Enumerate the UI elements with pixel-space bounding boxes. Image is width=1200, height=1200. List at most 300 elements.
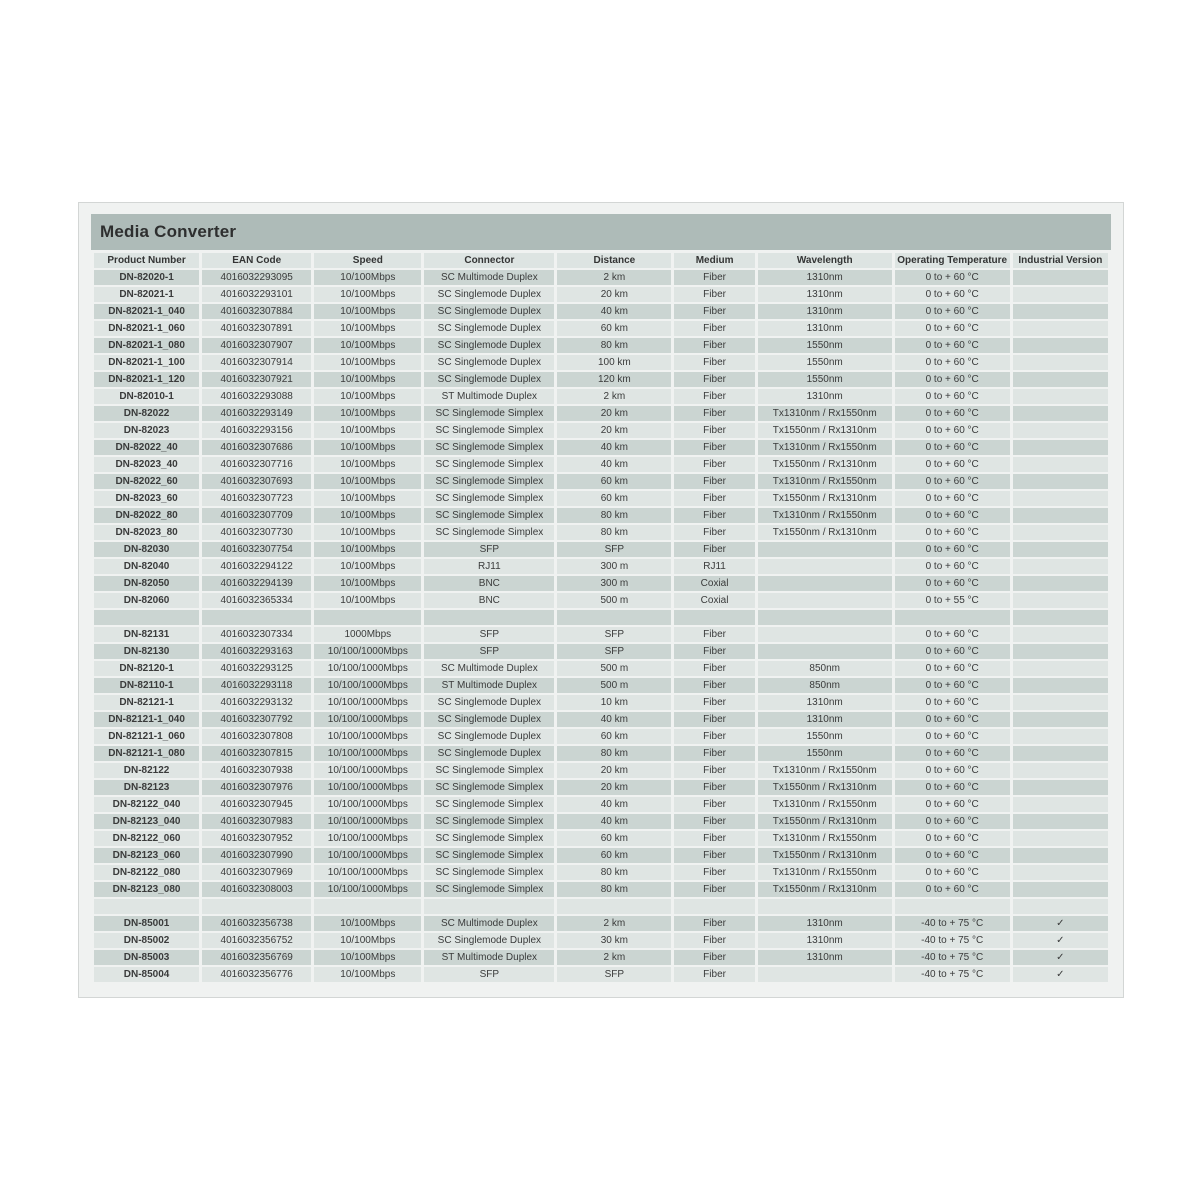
cell-speed: 10/100/1000Mbps (314, 695, 421, 710)
cell-ean-code: 4016032307990 (202, 848, 311, 863)
table-row (94, 440, 1108, 455)
media-converter-card (78, 202, 1124, 998)
cell-connector: SC Multimode Duplex (424, 661, 554, 676)
cell-connector: SC Singlemode Simplex (424, 440, 554, 455)
cell-distance: 20 km (557, 423, 671, 438)
cell-medium: Fiber (674, 695, 754, 710)
cell-medium: Fiber (674, 678, 754, 693)
cell-wavelength: Tx1310nm / Rx1550nm (758, 474, 892, 489)
cell-speed: 10/100Mbps (314, 950, 421, 965)
cell-ean-code: 4016032293125 (202, 661, 311, 676)
table-row (94, 457, 1108, 472)
cell-industrial-version: ✓ (1013, 916, 1108, 931)
cell-connector: SC Singlemode Duplex (424, 695, 554, 710)
cell-ean-code: 4016032307693 (202, 474, 311, 489)
cell-product-number: DN-82123_080 (94, 882, 199, 897)
cell-speed: 10/100/1000Mbps (314, 797, 421, 812)
cell-speed: 10/100Mbps (314, 406, 421, 421)
cell-distance: SFP (557, 967, 671, 982)
cell-wavelength: 1550nm (758, 729, 892, 744)
table-row (94, 389, 1108, 404)
cell-medium: Fiber (674, 457, 754, 472)
cell-wavelength: 1310nm (758, 695, 892, 710)
cell-ean-code: 4016032307709 (202, 508, 311, 523)
table-row (94, 508, 1108, 523)
cell-industrial-version (1013, 389, 1108, 404)
cell-operating-temperature: 0 to + 60 °C (895, 542, 1010, 557)
cell-wavelength: Tx1550nm / Rx1310nm (758, 814, 892, 829)
table-row (94, 474, 1108, 489)
cell-product-number: DN-82123_060 (94, 848, 199, 863)
cell-speed: 10/100Mbps (314, 389, 421, 404)
cell-speed: 10/100/1000Mbps (314, 644, 421, 659)
cell-connector: SC Singlemode Duplex (424, 712, 554, 727)
cell-medium: Fiber (674, 712, 754, 727)
cell-product-number: DN-82022_80 (94, 508, 199, 523)
cell-speed: 10/100Mbps (314, 304, 421, 319)
cell-speed: 10/100Mbps (314, 270, 421, 285)
cell-wavelength: Tx1550nm / Rx1310nm (758, 525, 892, 540)
cell-connector: SC Singlemode Simplex (424, 780, 554, 795)
cell-operating-temperature: 0 to + 60 °C (895, 270, 1010, 285)
table-row (94, 304, 1108, 319)
cell-industrial-version: ✓ (1013, 967, 1108, 982)
spacer-cell (674, 899, 754, 914)
cell-medium: Fiber (674, 355, 754, 370)
cell-medium: Fiber (674, 338, 754, 353)
cell-wavelength: 1550nm (758, 355, 892, 370)
cell-medium: Fiber (674, 797, 754, 812)
cell-connector: SC Singlemode Duplex (424, 933, 554, 948)
cell-ean-code: 4016032308003 (202, 882, 311, 897)
cell-wavelength: 1310nm (758, 389, 892, 404)
cell-product-number: DN-82123_040 (94, 814, 199, 829)
cell-industrial-version (1013, 865, 1108, 880)
cell-connector: SC Singlemode Duplex (424, 729, 554, 744)
cell-distance: 500 m (557, 661, 671, 676)
cell-distance: 100 km (557, 355, 671, 370)
cell-operating-temperature: 0 to + 60 °C (895, 355, 1010, 370)
cell-ean-code: 4016032356738 (202, 916, 311, 931)
cell-product-number: DN-82021-1_100 (94, 355, 199, 370)
cell-industrial-version (1013, 746, 1108, 761)
table-row (94, 338, 1108, 353)
table-row (94, 270, 1108, 285)
cell-medium: Fiber (674, 763, 754, 778)
table-row (94, 321, 1108, 336)
cell-distance: 80 km (557, 338, 671, 353)
cell-speed: 10/100Mbps (314, 372, 421, 387)
cell-wavelength (758, 967, 892, 982)
cell-connector: SFP (424, 644, 554, 659)
cell-distance: 20 km (557, 406, 671, 421)
cell-distance: 2 km (557, 950, 671, 965)
cell-product-number: DN-82110-1 (94, 678, 199, 693)
cell-speed: 10/100Mbps (314, 338, 421, 353)
cell-connector: SC Singlemode Duplex (424, 746, 554, 761)
cell-connector: SC Singlemode Simplex (424, 474, 554, 489)
cell-speed: 10/100Mbps (314, 576, 421, 591)
cell-operating-temperature: 0 to + 60 °C (895, 321, 1010, 336)
cell-connector: SC Singlemode Simplex (424, 763, 554, 778)
cell-connector: SC Singlemode Simplex (424, 882, 554, 897)
cell-operating-temperature: 0 to + 60 °C (895, 865, 1010, 880)
cell-ean-code: 4016032307983 (202, 814, 311, 829)
spacer-cell (94, 610, 199, 625)
column-header-ean-code: EAN Code (202, 253, 311, 268)
cell-operating-temperature: 0 to + 60 °C (895, 576, 1010, 591)
cell-product-number: DN-82121-1_060 (94, 729, 199, 744)
cell-connector: SC Singlemode Simplex (424, 831, 554, 846)
cell-ean-code: 4016032293132 (202, 695, 311, 710)
cell-product-number: DN-82021-1_080 (94, 338, 199, 353)
cell-medium: Fiber (674, 967, 754, 982)
cell-speed: 10/100Mbps (314, 321, 421, 336)
spacer-row (94, 899, 1108, 914)
cell-ean-code: 4016032307334 (202, 627, 311, 642)
cell-ean-code: 4016032307686 (202, 440, 311, 455)
cell-ean-code: 4016032307723 (202, 491, 311, 506)
cell-industrial-version (1013, 695, 1108, 710)
table-row (94, 882, 1108, 897)
cell-product-number: DN-82060 (94, 593, 199, 608)
cell-industrial-version: ✓ (1013, 933, 1108, 948)
section-title-bar (91, 214, 1111, 250)
cell-product-number: DN-82023 (94, 423, 199, 438)
cell-distance: 20 km (557, 763, 671, 778)
cell-medium: Fiber (674, 746, 754, 761)
cell-distance: 40 km (557, 457, 671, 472)
cell-wavelength: 1310nm (758, 304, 892, 319)
cell-product-number: DN-82050 (94, 576, 199, 591)
cell-speed: 10/100/1000Mbps (314, 814, 421, 829)
cell-speed: 10/100Mbps (314, 355, 421, 370)
cell-medium: Fiber (674, 542, 754, 557)
cell-industrial-version (1013, 831, 1108, 846)
cell-operating-temperature: -40 to + 75 °C (895, 967, 1010, 982)
cell-wavelength (758, 559, 892, 574)
cell-connector: BNC (424, 576, 554, 591)
cell-medium: Fiber (674, 321, 754, 336)
cell-speed: 10/100/1000Mbps (314, 729, 421, 744)
cell-product-number: DN-82021-1_120 (94, 372, 199, 387)
cell-speed: 10/100Mbps (314, 559, 421, 574)
cell-industrial-version (1013, 678, 1108, 693)
cell-connector: SC Singlemode Simplex (424, 525, 554, 540)
cell-speed: 10/100Mbps (314, 474, 421, 489)
cell-ean-code: 4016032307884 (202, 304, 311, 319)
cell-operating-temperature: 0 to + 60 °C (895, 474, 1010, 489)
cell-medium: Coxial (674, 593, 754, 608)
cell-ean-code: 4016032307891 (202, 321, 311, 336)
cell-ean-code: 4016032365334 (202, 593, 311, 608)
cell-wavelength: 1310nm (758, 321, 892, 336)
column-header-distance: Distance (557, 253, 671, 268)
cell-distance: 60 km (557, 491, 671, 506)
cell-medium: Fiber (674, 491, 754, 506)
cell-ean-code: 4016032307907 (202, 338, 311, 353)
cell-medium: Fiber (674, 644, 754, 659)
cell-industrial-version (1013, 304, 1108, 319)
cell-industrial-version (1013, 593, 1108, 608)
cell-ean-code: 4016032293101 (202, 287, 311, 302)
cell-speed: 10/100Mbps (314, 967, 421, 982)
cell-speed: 10/100/1000Mbps (314, 661, 421, 676)
cell-industrial-version (1013, 440, 1108, 455)
table-row (94, 542, 1108, 557)
cell-connector: SC Singlemode Duplex (424, 372, 554, 387)
cell-industrial-version (1013, 627, 1108, 642)
cell-wavelength: Tx1550nm / Rx1310nm (758, 423, 892, 438)
cell-medium: Fiber (674, 814, 754, 829)
cell-speed: 10/100Mbps (314, 916, 421, 931)
cell-product-number: DN-82122_080 (94, 865, 199, 880)
cell-operating-temperature: 0 to + 60 °C (895, 338, 1010, 353)
cell-ean-code: 4016032294122 (202, 559, 311, 574)
cell-speed: 10/100Mbps (314, 508, 421, 523)
cell-product-number: DN-82020-1 (94, 270, 199, 285)
cell-distance: 60 km (557, 474, 671, 489)
spacer-cell (314, 610, 421, 625)
cell-medium: Fiber (674, 440, 754, 455)
cell-medium: Fiber (674, 950, 754, 965)
spacer-cell (895, 899, 1010, 914)
cell-distance: 300 m (557, 576, 671, 591)
cell-ean-code: 4016032293118 (202, 678, 311, 693)
cell-distance: 80 km (557, 746, 671, 761)
column-header-wavelength: Wavelength (758, 253, 892, 268)
cell-ean-code: 4016032307921 (202, 372, 311, 387)
cell-operating-temperature: 0 to + 60 °C (895, 797, 1010, 812)
cell-wavelength (758, 542, 892, 557)
table-row (94, 729, 1108, 744)
cell-product-number: DN-82022_60 (94, 474, 199, 489)
cell-operating-temperature: 0 to + 55 °C (895, 593, 1010, 608)
cell-speed: 10/100Mbps (314, 457, 421, 472)
cell-industrial-version (1013, 559, 1108, 574)
spacer-cell (758, 899, 892, 914)
cell-medium: Fiber (674, 848, 754, 863)
cell-industrial-version (1013, 542, 1108, 557)
column-header-industrial-version: Industrial Version (1013, 253, 1108, 268)
cell-wavelength: Tx1550nm / Rx1310nm (758, 780, 892, 795)
cell-speed: 10/100/1000Mbps (314, 678, 421, 693)
cell-distance: 120 km (557, 372, 671, 387)
table-row (94, 814, 1108, 829)
table-row (94, 593, 1108, 608)
cell-product-number: DN-82023_60 (94, 491, 199, 506)
cell-product-number: DN-85004 (94, 967, 199, 982)
cell-speed: 10/100/1000Mbps (314, 865, 421, 880)
cell-product-number: DN-85001 (94, 916, 199, 931)
cell-ean-code: 4016032356769 (202, 950, 311, 965)
table-row (94, 678, 1108, 693)
cell-medium: Fiber (674, 780, 754, 795)
cell-operating-temperature: -40 to + 75 °C (895, 916, 1010, 931)
cell-industrial-version (1013, 797, 1108, 812)
cell-operating-temperature: 0 to + 60 °C (895, 423, 1010, 438)
cell-product-number: DN-82130 (94, 644, 199, 659)
cell-ean-code: 4016032356752 (202, 933, 311, 948)
spacer-cell (758, 610, 892, 625)
cell-operating-temperature: 0 to + 60 °C (895, 661, 1010, 676)
cell-wavelength: Tx1550nm / Rx1310nm (758, 882, 892, 897)
table-row (94, 627, 1108, 642)
table-row (94, 525, 1108, 540)
table-row (94, 644, 1108, 659)
cell-industrial-version (1013, 474, 1108, 489)
spacer-cell (424, 610, 554, 625)
cell-operating-temperature: 0 to + 60 °C (895, 848, 1010, 863)
page-title: Media Converter (100, 222, 237, 241)
cell-speed: 10/100Mbps (314, 440, 421, 455)
cell-industrial-version (1013, 576, 1108, 591)
cell-medium: Fiber (674, 661, 754, 676)
cell-operating-temperature: 0 to + 60 °C (895, 831, 1010, 846)
cell-distance: 40 km (557, 712, 671, 727)
cell-industrial-version (1013, 321, 1108, 336)
cell-wavelength (758, 576, 892, 591)
cell-product-number: DN-82121-1_040 (94, 712, 199, 727)
cell-connector: SC Multimode Duplex (424, 270, 554, 285)
cell-product-number: DN-82123 (94, 780, 199, 795)
cell-industrial-version (1013, 729, 1108, 744)
table-row (94, 559, 1108, 574)
cell-connector: SC Singlemode Simplex (424, 797, 554, 812)
cell-speed: 10/100Mbps (314, 933, 421, 948)
cell-distance: 500 m (557, 678, 671, 693)
cell-operating-temperature: 0 to + 60 °C (895, 695, 1010, 710)
cell-wavelength (758, 627, 892, 642)
cell-wavelength: 1310nm (758, 916, 892, 931)
cell-wavelength: Tx1550nm / Rx1310nm (758, 491, 892, 506)
cell-product-number: DN-82120-1 (94, 661, 199, 676)
cell-connector: SFP (424, 627, 554, 642)
cell-product-number: DN-82023_40 (94, 457, 199, 472)
cell-distance: 60 km (557, 321, 671, 336)
cell-speed: 10/100Mbps (314, 593, 421, 608)
cell-medium: Coxial (674, 576, 754, 591)
cell-wavelength: 1550nm (758, 746, 892, 761)
cell-medium: Fiber (674, 287, 754, 302)
cell-ean-code: 4016032307815 (202, 746, 311, 761)
cell-speed: 10/100/1000Mbps (314, 746, 421, 761)
cell-wavelength: Tx1310nm / Rx1550nm (758, 508, 892, 523)
spacer-cell (202, 899, 311, 914)
column-header-speed: Speed (314, 253, 421, 268)
cell-medium: Fiber (674, 525, 754, 540)
cell-operating-temperature: 0 to + 60 °C (895, 559, 1010, 574)
cell-product-number: DN-82021-1_040 (94, 304, 199, 319)
cell-product-number: DN-82022 (94, 406, 199, 421)
cell-ean-code: 4016032307754 (202, 542, 311, 557)
spacer-cell (202, 610, 311, 625)
cell-speed: 10/100/1000Mbps (314, 831, 421, 846)
cell-connector: SC Singlemode Duplex (424, 355, 554, 370)
cell-industrial-version (1013, 712, 1108, 727)
cell-ean-code: 4016032294139 (202, 576, 311, 591)
cell-connector: SC Singlemode Duplex (424, 321, 554, 336)
cell-speed: 10/100Mbps (314, 542, 421, 557)
cell-operating-temperature: 0 to + 60 °C (895, 525, 1010, 540)
cell-ean-code: 4016032293163 (202, 644, 311, 659)
table-row (94, 423, 1108, 438)
cell-wavelength: 1310nm (758, 270, 892, 285)
cell-distance: 30 km (557, 933, 671, 948)
cell-industrial-version (1013, 270, 1108, 285)
table-row (94, 916, 1108, 931)
table-header-row (94, 253, 1108, 268)
table-row (94, 831, 1108, 846)
cell-distance: SFP (557, 542, 671, 557)
cell-speed: 10/100Mbps (314, 491, 421, 506)
cell-operating-temperature: 0 to + 60 °C (895, 372, 1010, 387)
table-row (94, 491, 1108, 506)
cell-distance: 20 km (557, 780, 671, 795)
cell-ean-code: 4016032307914 (202, 355, 311, 370)
cell-speed: 1000Mbps (314, 627, 421, 642)
cell-wavelength: 1550nm (758, 372, 892, 387)
cell-operating-temperature: 0 to + 60 °C (895, 712, 1010, 727)
cell-operating-temperature: 0 to + 60 °C (895, 440, 1010, 455)
table-row (94, 848, 1108, 863)
cell-wavelength: 1310nm (758, 933, 892, 948)
cell-medium: Fiber (674, 372, 754, 387)
cell-distance: 300 m (557, 559, 671, 574)
cell-connector: BNC (424, 593, 554, 608)
cell-distance: 2 km (557, 389, 671, 404)
cell-operating-temperature: -40 to + 75 °C (895, 933, 1010, 948)
cell-distance: 80 km (557, 882, 671, 897)
spacer-cell (674, 610, 754, 625)
cell-connector: RJ11 (424, 559, 554, 574)
cell-wavelength (758, 593, 892, 608)
cell-product-number: DN-82121-1 (94, 695, 199, 710)
spacer-cell (557, 610, 671, 625)
table-row (94, 950, 1108, 965)
cell-medium: Fiber (674, 831, 754, 846)
cell-wavelength: Tx1310nm / Rx1550nm (758, 406, 892, 421)
cell-industrial-version (1013, 814, 1108, 829)
cell-operating-temperature: 0 to + 60 °C (895, 678, 1010, 693)
cell-distance: 2 km (557, 270, 671, 285)
spacer-cell (895, 610, 1010, 625)
spacer-cell (1013, 899, 1108, 914)
cell-product-number: DN-85002 (94, 933, 199, 948)
cell-ean-code: 4016032356776 (202, 967, 311, 982)
table-row (94, 746, 1108, 761)
cell-operating-temperature: 0 to + 60 °C (895, 457, 1010, 472)
cell-ean-code: 4016032307716 (202, 457, 311, 472)
table-row (94, 695, 1108, 710)
cell-operating-temperature: 0 to + 60 °C (895, 746, 1010, 761)
cell-product-number: DN-82022_40 (94, 440, 199, 455)
cell-wavelength: 850nm (758, 661, 892, 676)
cell-wavelength: 1310nm (758, 287, 892, 302)
cell-industrial-version (1013, 423, 1108, 438)
cell-speed: 10/100/1000Mbps (314, 712, 421, 727)
cell-distance: 60 km (557, 729, 671, 744)
cell-product-number: DN-82122_060 (94, 831, 199, 846)
cell-operating-temperature: 0 to + 60 °C (895, 729, 1010, 744)
cell-connector: ST Multimode Duplex (424, 678, 554, 693)
cell-operating-temperature: 0 to + 60 °C (895, 389, 1010, 404)
cell-medium: Fiber (674, 423, 754, 438)
cell-product-number: DN-85003 (94, 950, 199, 965)
cell-wavelength: Tx1310nm / Rx1550nm (758, 440, 892, 455)
cell-industrial-version (1013, 848, 1108, 863)
table-row (94, 763, 1108, 778)
